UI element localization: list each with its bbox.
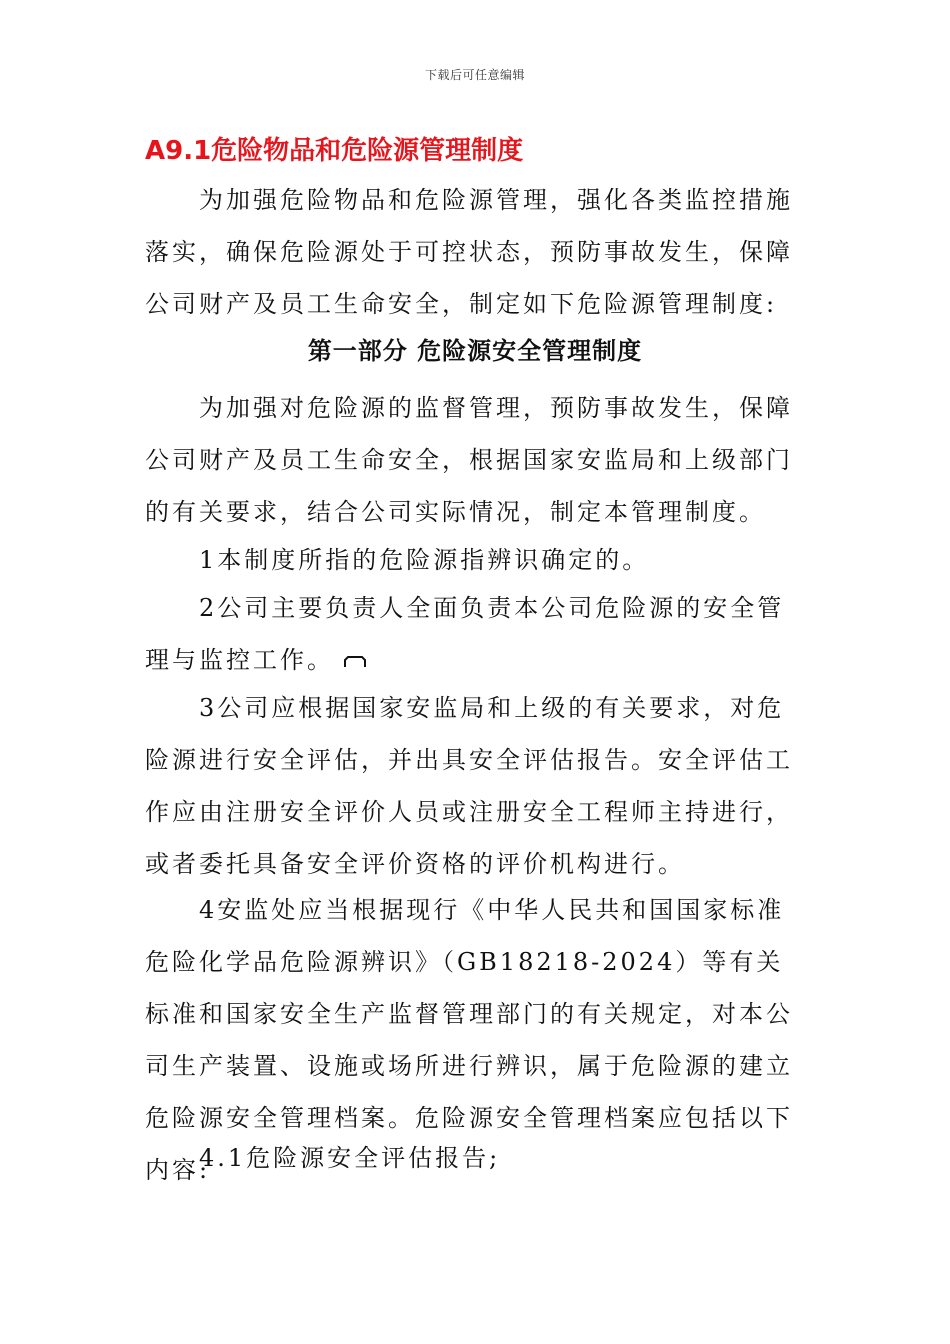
intro-paragraph: 为加强危险物品和危险源管理，强化各类监控措施落实，确保危险源处于可控状态，预防事故发生，保障公司财产及员工生命安全，制定如下危险源管理制度: xyxy=(145,186,793,318)
paragraph-4: 3公司应根据国家安监局和上级的有关要求，对危险源进行安全评估，并出具安全评估报告。安全评估工作应由注册安全评价人员或注册安全工程师主持进行，或者委托具备安全评价资格的评价机构进行。 xyxy=(145,694,793,878)
paragraph-1: 为加强对危险源的监督管理，预防事故发生，保障公司财产及员工生命安全，根据国家安监局和上级部门的有关要求，结合公司实际情况，制定本管理制度。 xyxy=(145,394,793,526)
paragraph-6: 4.1危险源安全评估报告; xyxy=(199,1144,501,1172)
paragraph-2: 1本制度所指的危险源指辨识确定的。 xyxy=(199,546,650,574)
document-title: A9.1危险物品和危险源管理制度 xyxy=(145,136,524,166)
paragraph-5: 4安监处应当根据现行《中华人民共和国国家标准危险化学品危险源辨识》（GB18218-2024）等有关标准和国家安全生产监督管理部门的有关规定，对本公司生产装置、设施或场所进行辨识，属于危险源的建立危险源安全管理档案。危险源安全管理档案应包括以下内容: xyxy=(145,896,793,1184)
paragraph-3 xyxy=(145,582,807,686)
section-heading: 第一部分 危险源安全管理制度 xyxy=(307,337,643,365)
edit-mark-icon xyxy=(344,656,366,668)
paragraph-3-text: 2公司主要负责人全面负责本公司危险源的安全管理与监控工作。 xyxy=(145,594,785,674)
header-note: 下载后可任意编辑 xyxy=(424,68,525,82)
